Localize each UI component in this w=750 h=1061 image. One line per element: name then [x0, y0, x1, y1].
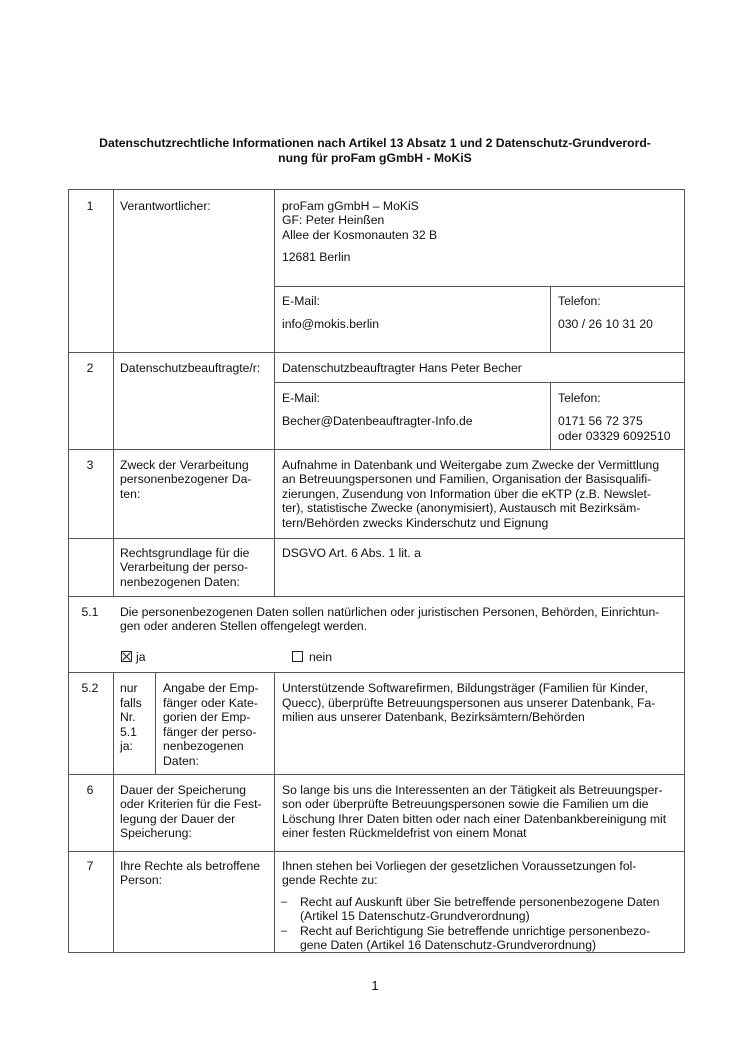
phone-label: Telefon: [558, 391, 601, 405]
row-label: Zweck der Verarbeitung [120, 458, 249, 472]
checkbox-yes-label: ja [136, 650, 146, 664]
dpo-email: Becher@Datenbeauftragter-Info.de [282, 414, 473, 428]
rights-intro: gende Rechte zu: [282, 873, 378, 887]
title-line: Datenschutzrechtliche Informationen nach Artikel 13 Absatz 1 und 2 Datenschutz-Grundverord- [99, 136, 651, 150]
page-number: 1 [371, 978, 379, 993]
condition-text: 5.1 [120, 725, 137, 739]
bullet-dash: – [281, 896, 288, 908]
row-number: 6 [86, 783, 94, 797]
row-label: Daten: [163, 754, 199, 768]
legal-basis-text: DSGVO Art. 6 Abs. 1 lit. a [282, 546, 421, 560]
controller-phone: 030 / 26 10 31 20 [558, 317, 653, 331]
email-label: E-Mail: [282, 294, 320, 308]
row-label: Verantwortlicher: [120, 199, 211, 213]
bullet-dash: – [281, 925, 288, 937]
row-label: Ihre Rechte als betroffene [120, 859, 261, 873]
row-label: nenbezogenen Daten: [120, 575, 240, 589]
controller-director: GF: Peter Heinßen [282, 213, 385, 227]
condition-text: Nr. [120, 710, 136, 724]
phone-label: Telefon: [558, 294, 601, 308]
storage-text: son oder überprüfte Betreuungspersonen sowie die Familien um die [282, 797, 649, 811]
purpose-text: an Betreuungspersonen und Familien, Organisation der Basisqualifi- [282, 472, 652, 486]
document-title [70, 136, 680, 166]
row-number: 5.1 [81, 605, 99, 619]
rights-intro: Ihnen stehen bei Vorliegen der gesetzlichen Voraussetzungen fol- [282, 859, 637, 873]
recipients-text: milien aus unserer Datenbank, Bezirksämtern/Behörden [282, 710, 585, 724]
row-label: gorien der Emp- [163, 710, 251, 724]
row-label: fänger der perso- [163, 725, 257, 739]
row-label: Speicherung: [120, 826, 192, 840]
row-number: 1 [86, 199, 94, 213]
row-number: 7 [86, 859, 94, 873]
row-label: fänger oder Kate- [163, 696, 258, 710]
checkbox-yes-checked[interactable] [121, 651, 132, 662]
row-label: nenbezogenen [163, 739, 244, 753]
purpose-text: Aufnahme in Datenbank und Weitergabe zum Zwecke der Vermittlung [282, 458, 660, 472]
row-label: ten: [120, 487, 141, 501]
row-label: Datenschutzbeauftragte/r: [120, 361, 261, 375]
row-label: legung der Dauer der [120, 812, 236, 826]
controller-street: Allee der Kosmonauten 32 B [282, 228, 438, 242]
recipients-text: Unterstützende Softwarefirmen, Bildungsträger (Familien für Kinder, [282, 681, 648, 695]
right-item: Recht auf Auskunft über Sie betreffende personenbezogene Daten [300, 895, 660, 909]
row-label: Dauer der Speicherung [120, 783, 247, 797]
row-label: oder Kriterien für die Fest- [120, 797, 262, 811]
row-label: Person: [120, 873, 163, 887]
row-number: 2 [86, 361, 94, 375]
right-item: (Artikel 15 Datenschutz-Grundverordnung) [300, 909, 530, 923]
storage-text: einer festen Rückmeldefrist von einem Monat [282, 826, 527, 840]
controller-email: info@mokis.berlin [282, 317, 380, 331]
condition-text: nur [120, 681, 138, 695]
purpose-text: ter), statistische Zwecke (anonymisiert), Austausch mit Bezirksäm- [282, 501, 641, 515]
storage-text: Löschung Ihrer Daten bitten oder nach einer Datenbankbereinigung mit [282, 812, 667, 826]
storage-text: So lange bis uns die Interessenten an der Tätigkeit als Betreuungsper- [282, 783, 663, 797]
row-label: personenbezogener Da- [120, 472, 252, 486]
email-label: E-Mail: [282, 391, 320, 405]
disclosure-text: Die personenbezogenen Daten sollen natürlichen oder juristischen Personen, Behörden, Einrichtun- [120, 605, 660, 619]
right-item: gene Daten (Artikel 16 Datenschutz-Grundverordnung) [300, 938, 597, 952]
dpo-name: Datenschutzbeauftragter Hans Peter Becher [282, 361, 522, 375]
condition-text: ja: [120, 739, 133, 753]
controller-name: proFam gGmbH – MoKiS [282, 199, 419, 213]
checkbox-no[interactable] [292, 651, 303, 662]
row-label: Verarbeitung der perso- [120, 560, 249, 574]
disclosure-text: gen oder anderen Stellen offengelegt werden. [120, 619, 368, 633]
dpo-phone: 0171 56 72 375 [558, 414, 643, 428]
purpose-text: tern/Behörden zwecks Kinderschutz und Eignung [282, 516, 549, 530]
purpose-text: zierungen, Zusendung von Information über die eKTP (z.B. Newslet- [282, 487, 651, 501]
checkbox-no-label: nein [309, 650, 333, 664]
row-number: 5.2 [81, 681, 99, 695]
title-line: nung für proFam gGmbH - MoKiS [278, 151, 472, 165]
condition-text: falls [120, 696, 142, 710]
row-label: Angabe der Emp- [163, 681, 259, 695]
controller-city: 12681 Berlin [282, 250, 351, 264]
row-number: 3 [86, 458, 94, 472]
row-label: Rechtsgrundlage für die [120, 546, 250, 560]
recipients-text: Quecc), überprüfte Betreuungspersonen aus unserer Datenbank, Fa- [282, 696, 656, 710]
right-item: Recht auf Berichtigung Sie betreffende unrichtige personenbezo- [300, 924, 651, 938]
dpo-phone-alt: oder 03329 6092510 [558, 429, 671, 443]
